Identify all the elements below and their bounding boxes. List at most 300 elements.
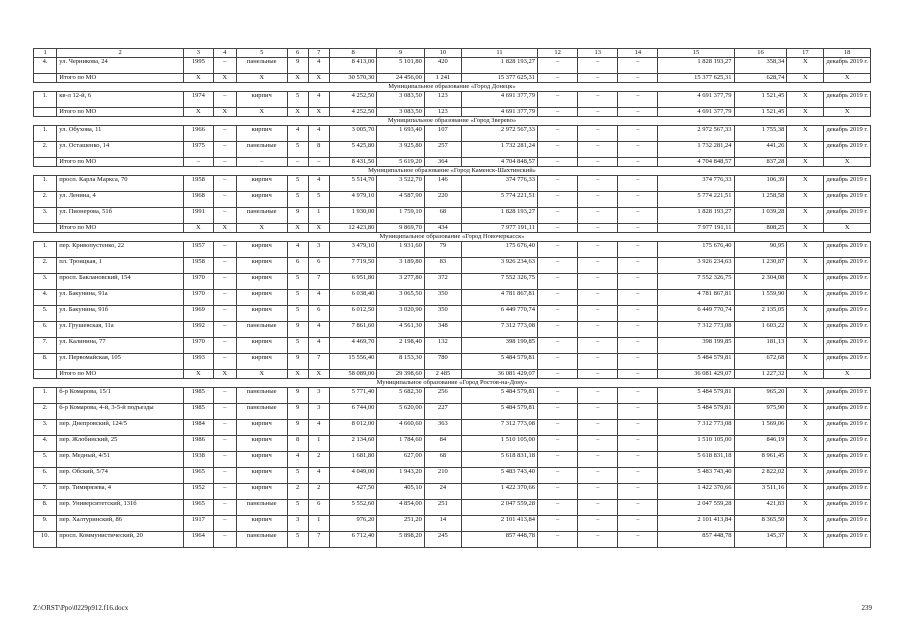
table-cell: – — [537, 258, 577, 274]
table-cell: 257 — [424, 142, 461, 158]
table-cell: – — [537, 468, 577, 484]
table-cell: 1 — [308, 436, 329, 452]
table-cell: X — [787, 74, 824, 83]
table-cell: 4 704 848,57 — [658, 158, 734, 167]
table-cell: – — [537, 532, 577, 548]
table-cell: – — [578, 224, 618, 233]
table-row — [34, 516, 871, 532]
table-cell: 1952 — [184, 484, 214, 500]
table-row — [34, 176, 871, 192]
table-cell: 106,39 — [734, 176, 787, 192]
table-cell: 2 047 559,28 — [461, 500, 537, 516]
table-cell: 363 — [424, 420, 461, 436]
table-cell: X — [287, 108, 308, 117]
table-cell — [34, 370, 57, 379]
table-cell: – — [618, 388, 658, 404]
table-cell: пер. Кривопустенко, 22 — [57, 242, 184, 258]
table-cell: 30 570,30 — [329, 74, 377, 83]
table-cell: 975,90 — [734, 404, 787, 420]
section-heading-row — [34, 379, 871, 388]
table-cell: 7 — [308, 354, 329, 370]
table-cell: 4 691 377,79 — [658, 92, 734, 108]
table-cell: 2 822,02 — [734, 468, 787, 484]
table-cell: ул. Бакунина, 91б — [57, 306, 184, 322]
table-cell: – — [213, 532, 236, 548]
table-cell: – — [618, 274, 658, 290]
header-cell: 3 — [184, 49, 214, 58]
table-cell: 4 — [308, 92, 329, 108]
table-cell: – — [537, 208, 577, 224]
table-cell: – — [578, 500, 618, 516]
table-cell: кирпич — [236, 176, 287, 192]
table-cell: пл. Троицкая, 1 — [57, 258, 184, 274]
table-cell: 8. — [34, 500, 57, 516]
table-row — [34, 532, 871, 548]
table-cell: X — [787, 258, 824, 274]
table-cell: 1 931,60 — [377, 242, 425, 258]
table-row — [34, 192, 871, 208]
table-cell: – — [578, 354, 618, 370]
table-cell: 4 — [287, 126, 308, 142]
table-cell: 4 781 867,81 — [461, 290, 537, 306]
table-cell: 6 449 770,74 — [461, 306, 537, 322]
table-cell: Итого по МО — [57, 224, 184, 233]
table-cell: 3 — [308, 404, 329, 420]
table-cell: 2 101 413,84 — [658, 516, 734, 532]
table-cell: 3 065,50 — [377, 290, 425, 306]
table-cell: – — [213, 500, 236, 516]
table-cell: 5 — [308, 192, 329, 208]
table-cell: 2. — [34, 258, 57, 274]
table-cell: 1 258,58 — [734, 192, 787, 208]
table-cell: 227 — [424, 404, 461, 420]
table-cell: 2 — [308, 452, 329, 468]
table-cell: – — [578, 322, 618, 338]
table-cell: X — [787, 290, 824, 306]
table-cell: 3 — [287, 516, 308, 532]
table-cell: X — [308, 74, 329, 83]
table-cell: панельные — [236, 142, 287, 158]
table-cell: – — [578, 468, 618, 484]
table-cell: 1 — [308, 516, 329, 532]
table-row — [34, 338, 871, 354]
table-cell: X — [787, 354, 824, 370]
table-cell: 1958 — [184, 176, 214, 192]
table-cell: 3 479,10 — [329, 242, 377, 258]
table-row — [34, 58, 871, 74]
table-cell: 7 312 773,08 — [461, 420, 537, 436]
table-cell: 24 456,00 — [377, 74, 425, 83]
table-cell: 15 377 625,31 — [658, 74, 734, 83]
header-cell: 6 — [287, 49, 308, 58]
table-cell: – — [618, 500, 658, 516]
table-cell: 1957 — [184, 242, 214, 258]
table-cell: – — [578, 420, 618, 436]
table-cell: – — [213, 208, 236, 224]
table-cell: – — [213, 516, 236, 532]
table-cell: – — [213, 126, 236, 142]
table-cell: 5 514,70 — [329, 176, 377, 192]
table-cell: декабрь 2019 г. — [824, 258, 871, 274]
table-cell: 672,68 — [734, 354, 787, 370]
table-cell: 8 365,50 — [734, 516, 787, 532]
table-cell: пер. Жлобинский, 25 — [57, 436, 184, 452]
table-cell: X — [787, 468, 824, 484]
table-cell: 1. — [34, 92, 57, 108]
table-cell: 3. — [34, 274, 57, 290]
table-cell: 4 469,70 — [329, 338, 377, 354]
table-cell: 83 — [424, 258, 461, 274]
table-cell: – — [578, 242, 618, 258]
table-cell: 8 — [287, 436, 308, 452]
table-cell: просп. Карла Маркса, 70 — [57, 176, 184, 192]
table-cell: пер. Обский, 5/74 — [57, 468, 184, 484]
table-cell: – — [618, 516, 658, 532]
table-cell: 808,25 — [734, 224, 787, 233]
table-cell: – — [213, 354, 236, 370]
table-cell: 4 781 867,81 — [658, 290, 734, 306]
table-cell: 7. — [34, 484, 57, 500]
table-cell: кв-л 12-й, 6 — [57, 92, 184, 108]
table-row — [34, 420, 871, 436]
table-cell: 1. — [34, 242, 57, 258]
table-cell — [34, 158, 57, 167]
table-cell: – — [578, 306, 618, 322]
table-cell: 6 — [308, 306, 329, 322]
table-cell: пер. Университетский, 131б — [57, 500, 184, 516]
table-cell: – — [537, 436, 577, 452]
table-cell: 210 — [424, 468, 461, 484]
total-row — [34, 74, 871, 83]
table-cell: 5 898,20 — [377, 532, 425, 548]
table-cell: 1 422 370,66 — [658, 484, 734, 500]
document-table-container — [33, 48, 871, 548]
table-cell: – — [537, 74, 577, 83]
table-cell: – — [213, 274, 236, 290]
table-cell: б-р Комарова, 4-й, 3-5-й подъезды — [57, 404, 184, 420]
table-cell: X — [787, 452, 824, 468]
table-cell: кирпич — [236, 484, 287, 500]
table-cell: 145,37 — [734, 532, 787, 548]
table-cell: X — [287, 224, 308, 233]
table-cell: 4 587,90 — [377, 192, 425, 208]
table-cell: X — [236, 74, 287, 83]
table-cell: 9 — [287, 208, 308, 224]
table-cell: – — [213, 92, 236, 108]
table-cell: 4 — [308, 468, 329, 484]
table-cell: 4 — [308, 176, 329, 192]
table-cell: 4 252,50 — [329, 92, 377, 108]
table-cell: X — [824, 370, 871, 379]
table-cell: 4 049,00 — [329, 468, 377, 484]
table-cell: – — [537, 370, 577, 379]
table-cell: 6 449 770,74 — [658, 306, 734, 322]
table-cell: X — [236, 108, 287, 117]
table-row — [34, 306, 871, 322]
table-cell: 5 552,60 — [329, 500, 377, 516]
table-cell: Итого по МО — [57, 370, 184, 379]
table-cell: 2. — [34, 192, 57, 208]
table-cell: 4 691 377,79 — [461, 92, 537, 108]
header-cell: 15 — [658, 49, 734, 58]
table-cell: декабрь 2019 г. — [824, 452, 871, 468]
table-cell: 3 005,70 — [329, 126, 377, 142]
table-row — [34, 142, 871, 158]
table-cell: – — [578, 452, 618, 468]
table-cell: X — [308, 370, 329, 379]
table-cell: декабрь 2019 г. — [824, 338, 871, 354]
table-cell: 1 241 — [424, 74, 461, 83]
table-cell: 123 — [424, 108, 461, 117]
table-cell: 5 682,30 — [377, 388, 425, 404]
table-cell: 1992 — [184, 322, 214, 338]
table-cell: 220 — [424, 192, 461, 208]
table-cell: – — [537, 142, 577, 158]
section-heading-row — [34, 233, 871, 242]
table-cell: – — [537, 176, 577, 192]
table-cell: кирпич — [236, 242, 287, 258]
table-cell: декабрь 2019 г. — [824, 468, 871, 484]
table-cell: 9 — [287, 420, 308, 436]
table-cell: – — [618, 404, 658, 420]
table-cell: декабрь 2019 г. — [824, 484, 871, 500]
table-row — [34, 468, 871, 484]
table-cell: 7. — [34, 338, 57, 354]
table-cell: 68 — [424, 452, 461, 468]
table-cell: Итого по МО — [57, 74, 184, 83]
table-cell: 4 660,60 — [377, 420, 425, 436]
table-cell: кирпич — [236, 354, 287, 370]
table-cell: панельные — [236, 500, 287, 516]
table-cell: – — [618, 224, 658, 233]
table-cell: – — [537, 274, 577, 290]
table-cell: – — [578, 258, 618, 274]
table-cell: – — [537, 354, 577, 370]
table-cell: 441,26 — [734, 142, 787, 158]
table-cell: 4. — [34, 436, 57, 452]
table-cell: X — [787, 108, 824, 117]
table-cell: 8 012,00 — [329, 420, 377, 436]
table-cell: 1 759,10 — [377, 208, 425, 224]
table-cell: X — [308, 224, 329, 233]
table-cell: – — [213, 420, 236, 436]
table-row — [34, 208, 871, 224]
table-cell: – — [213, 142, 236, 158]
table-cell: кирпич — [236, 258, 287, 274]
table-cell: 1968 — [184, 192, 214, 208]
table-cell: 7 — [308, 274, 329, 290]
table-cell: X — [824, 224, 871, 233]
table-cell: 2 972 567,33 — [461, 126, 537, 142]
table-cell: 1 039,28 — [734, 208, 787, 224]
table-cell — [34, 108, 57, 117]
table-cell: декабрь 2019 г. — [824, 388, 871, 404]
table-cell: 420 — [424, 58, 461, 74]
table-cell: 4 — [287, 242, 308, 258]
table-cell: 1958 — [184, 258, 214, 274]
header-cell: 4 — [213, 49, 236, 58]
table-cell: – — [537, 452, 577, 468]
table-cell: 6. — [34, 468, 57, 484]
table-cell: 4. — [34, 58, 57, 74]
table-cell: X — [787, 370, 824, 379]
table-cell: 79 — [424, 242, 461, 258]
table-cell: 421,83 — [734, 500, 787, 516]
table-cell: – — [578, 404, 618, 420]
table-cell: 1. — [34, 176, 57, 192]
table-cell: 7 312 773,08 — [658, 420, 734, 436]
table-cell: декабрь 2019 г. — [824, 274, 871, 290]
table-cell: 8. — [34, 354, 57, 370]
table-cell: 3. — [34, 208, 57, 224]
table-cell: – — [618, 92, 658, 108]
table-cell: 3. — [34, 420, 57, 436]
table-cell: 1995 — [184, 58, 214, 74]
table-cell: 15 377 625,31 — [461, 74, 537, 83]
table-cell: 1991 — [184, 208, 214, 224]
table-cell: – — [618, 322, 658, 338]
table-cell: 5 483 743,40 — [658, 468, 734, 484]
table-cell: 3 926 234,63 — [658, 258, 734, 274]
table-cell: X — [308, 108, 329, 117]
table-cell: декабрь 2019 г. — [824, 176, 871, 192]
table-cell: 1 603,22 — [734, 322, 787, 338]
section-heading-row — [34, 83, 871, 92]
table-cell: кирпич — [236, 436, 287, 452]
table-cell: 1965 — [184, 500, 214, 516]
table-cell: 2 972 567,33 — [658, 126, 734, 142]
table-cell: X — [787, 58, 824, 74]
table-cell: X — [213, 108, 236, 117]
table-cell: ул. Черникова, 24 — [57, 58, 184, 74]
table-cell: – — [213, 468, 236, 484]
table-cell: 4 704 848,57 — [461, 158, 537, 167]
table-cell: – — [213, 258, 236, 274]
table-cell: 5 — [287, 532, 308, 548]
table-cell: Итого по МО — [57, 108, 184, 117]
table-cell: панельные — [236, 322, 287, 338]
table-cell: 3 926 234,63 — [461, 258, 537, 274]
table-cell: X — [213, 370, 236, 379]
table-cell: 5 — [287, 338, 308, 354]
table-cell: 374 776,33 — [658, 176, 734, 192]
table-cell: X — [287, 74, 308, 83]
table-cell: – — [537, 92, 577, 108]
table-cell: 3 083,50 — [377, 108, 425, 117]
table-cell: декабрь 2019 г. — [824, 500, 871, 516]
table-cell: X — [787, 322, 824, 338]
table-cell: – — [578, 274, 618, 290]
table-cell: 5 619,20 — [377, 158, 425, 167]
table-cell: кирпич — [236, 126, 287, 142]
table-cell: 5 — [287, 274, 308, 290]
table-cell: – — [578, 158, 618, 167]
header-cell: 13 — [578, 49, 618, 58]
table-cell: X — [787, 158, 824, 167]
table-cell: просп. Баклановский, 154 — [57, 274, 184, 290]
table-cell: декабрь 2019 г. — [824, 420, 871, 436]
table-cell: 3 925,80 — [377, 142, 425, 158]
table-cell: ул. Пионерова, 51б — [57, 208, 184, 224]
table-cell: 846,19 — [734, 436, 787, 452]
table-cell: 1 828 193,27 — [461, 58, 537, 74]
table-cell: 4 — [308, 58, 329, 74]
table-cell: кирпич — [236, 290, 287, 306]
table-cell: – — [618, 354, 658, 370]
table-cell: X — [787, 516, 824, 532]
table-cell: 1984 — [184, 420, 214, 436]
table-cell: – — [213, 436, 236, 452]
total-row — [34, 158, 871, 167]
table-cell: X — [184, 74, 214, 83]
table-cell: 4 — [308, 322, 329, 338]
table-cell: 3 083,50 — [377, 92, 425, 108]
table-cell: – — [618, 420, 658, 436]
table-cell: 1 521,45 — [734, 92, 787, 108]
table-row — [34, 322, 871, 338]
table-cell: панельные — [236, 532, 287, 548]
table-cell: 146 — [424, 176, 461, 192]
header-cell: 1 — [34, 49, 57, 58]
header-cell: 2 — [57, 49, 184, 58]
table-cell: 9 — [287, 58, 308, 74]
table-cell: 175 676,40 — [461, 242, 537, 258]
table-cell: 5 101,80 — [377, 58, 425, 74]
table-cell: 5 484 579,81 — [658, 388, 734, 404]
table-cell: 29 398,60 — [377, 370, 425, 379]
table-cell: кирпич — [236, 452, 287, 468]
table-cell: – — [308, 158, 329, 167]
table-cell: – — [213, 192, 236, 208]
table-cell: 2 304,08 — [734, 274, 787, 290]
table-cell: декабрь 2019 г. — [824, 532, 871, 548]
table-cell: – — [578, 484, 618, 500]
table-cell: X — [824, 158, 871, 167]
table-cell: – — [213, 452, 236, 468]
table-cell: 780 — [424, 354, 461, 370]
header-cell: 8 — [329, 49, 377, 58]
table-cell: – — [578, 74, 618, 83]
header-cell: 5 — [236, 49, 287, 58]
table-cell: 175 676,40 — [658, 242, 734, 258]
table-cell: – — [618, 176, 658, 192]
table-cell: 1 732 281,24 — [461, 142, 537, 158]
table-cell: 358,34 — [734, 58, 787, 74]
table-cell: 7 552 326,75 — [658, 274, 734, 290]
table-row — [34, 354, 871, 370]
table-cell: 374 776,33 — [461, 176, 537, 192]
table-cell: 350 — [424, 290, 461, 306]
table-cell: 372 — [424, 274, 461, 290]
table-cell: 5 — [287, 92, 308, 108]
table-cell: 1 828 193,27 — [658, 58, 734, 74]
table-cell: 9 — [287, 388, 308, 404]
table-cell: 8 961,45 — [734, 452, 787, 468]
table-cell: – — [618, 484, 658, 500]
table-cell: 5 — [287, 142, 308, 158]
table-cell: – — [213, 176, 236, 192]
table-cell: 5 483 743,40 — [461, 468, 537, 484]
table-cell: 6 712,40 — [329, 532, 377, 548]
table-cell: 1 930,00 — [329, 208, 377, 224]
table-cell: 1 828 193,27 — [461, 208, 537, 224]
table-cell: 5 771,40 — [329, 388, 377, 404]
footer-page-number: 239 — [861, 604, 872, 612]
table-cell: 5 484 579,81 — [461, 354, 537, 370]
table-cell: – — [236, 158, 287, 167]
table-cell: декабрь 2019 г. — [824, 436, 871, 452]
table-body — [34, 49, 871, 548]
